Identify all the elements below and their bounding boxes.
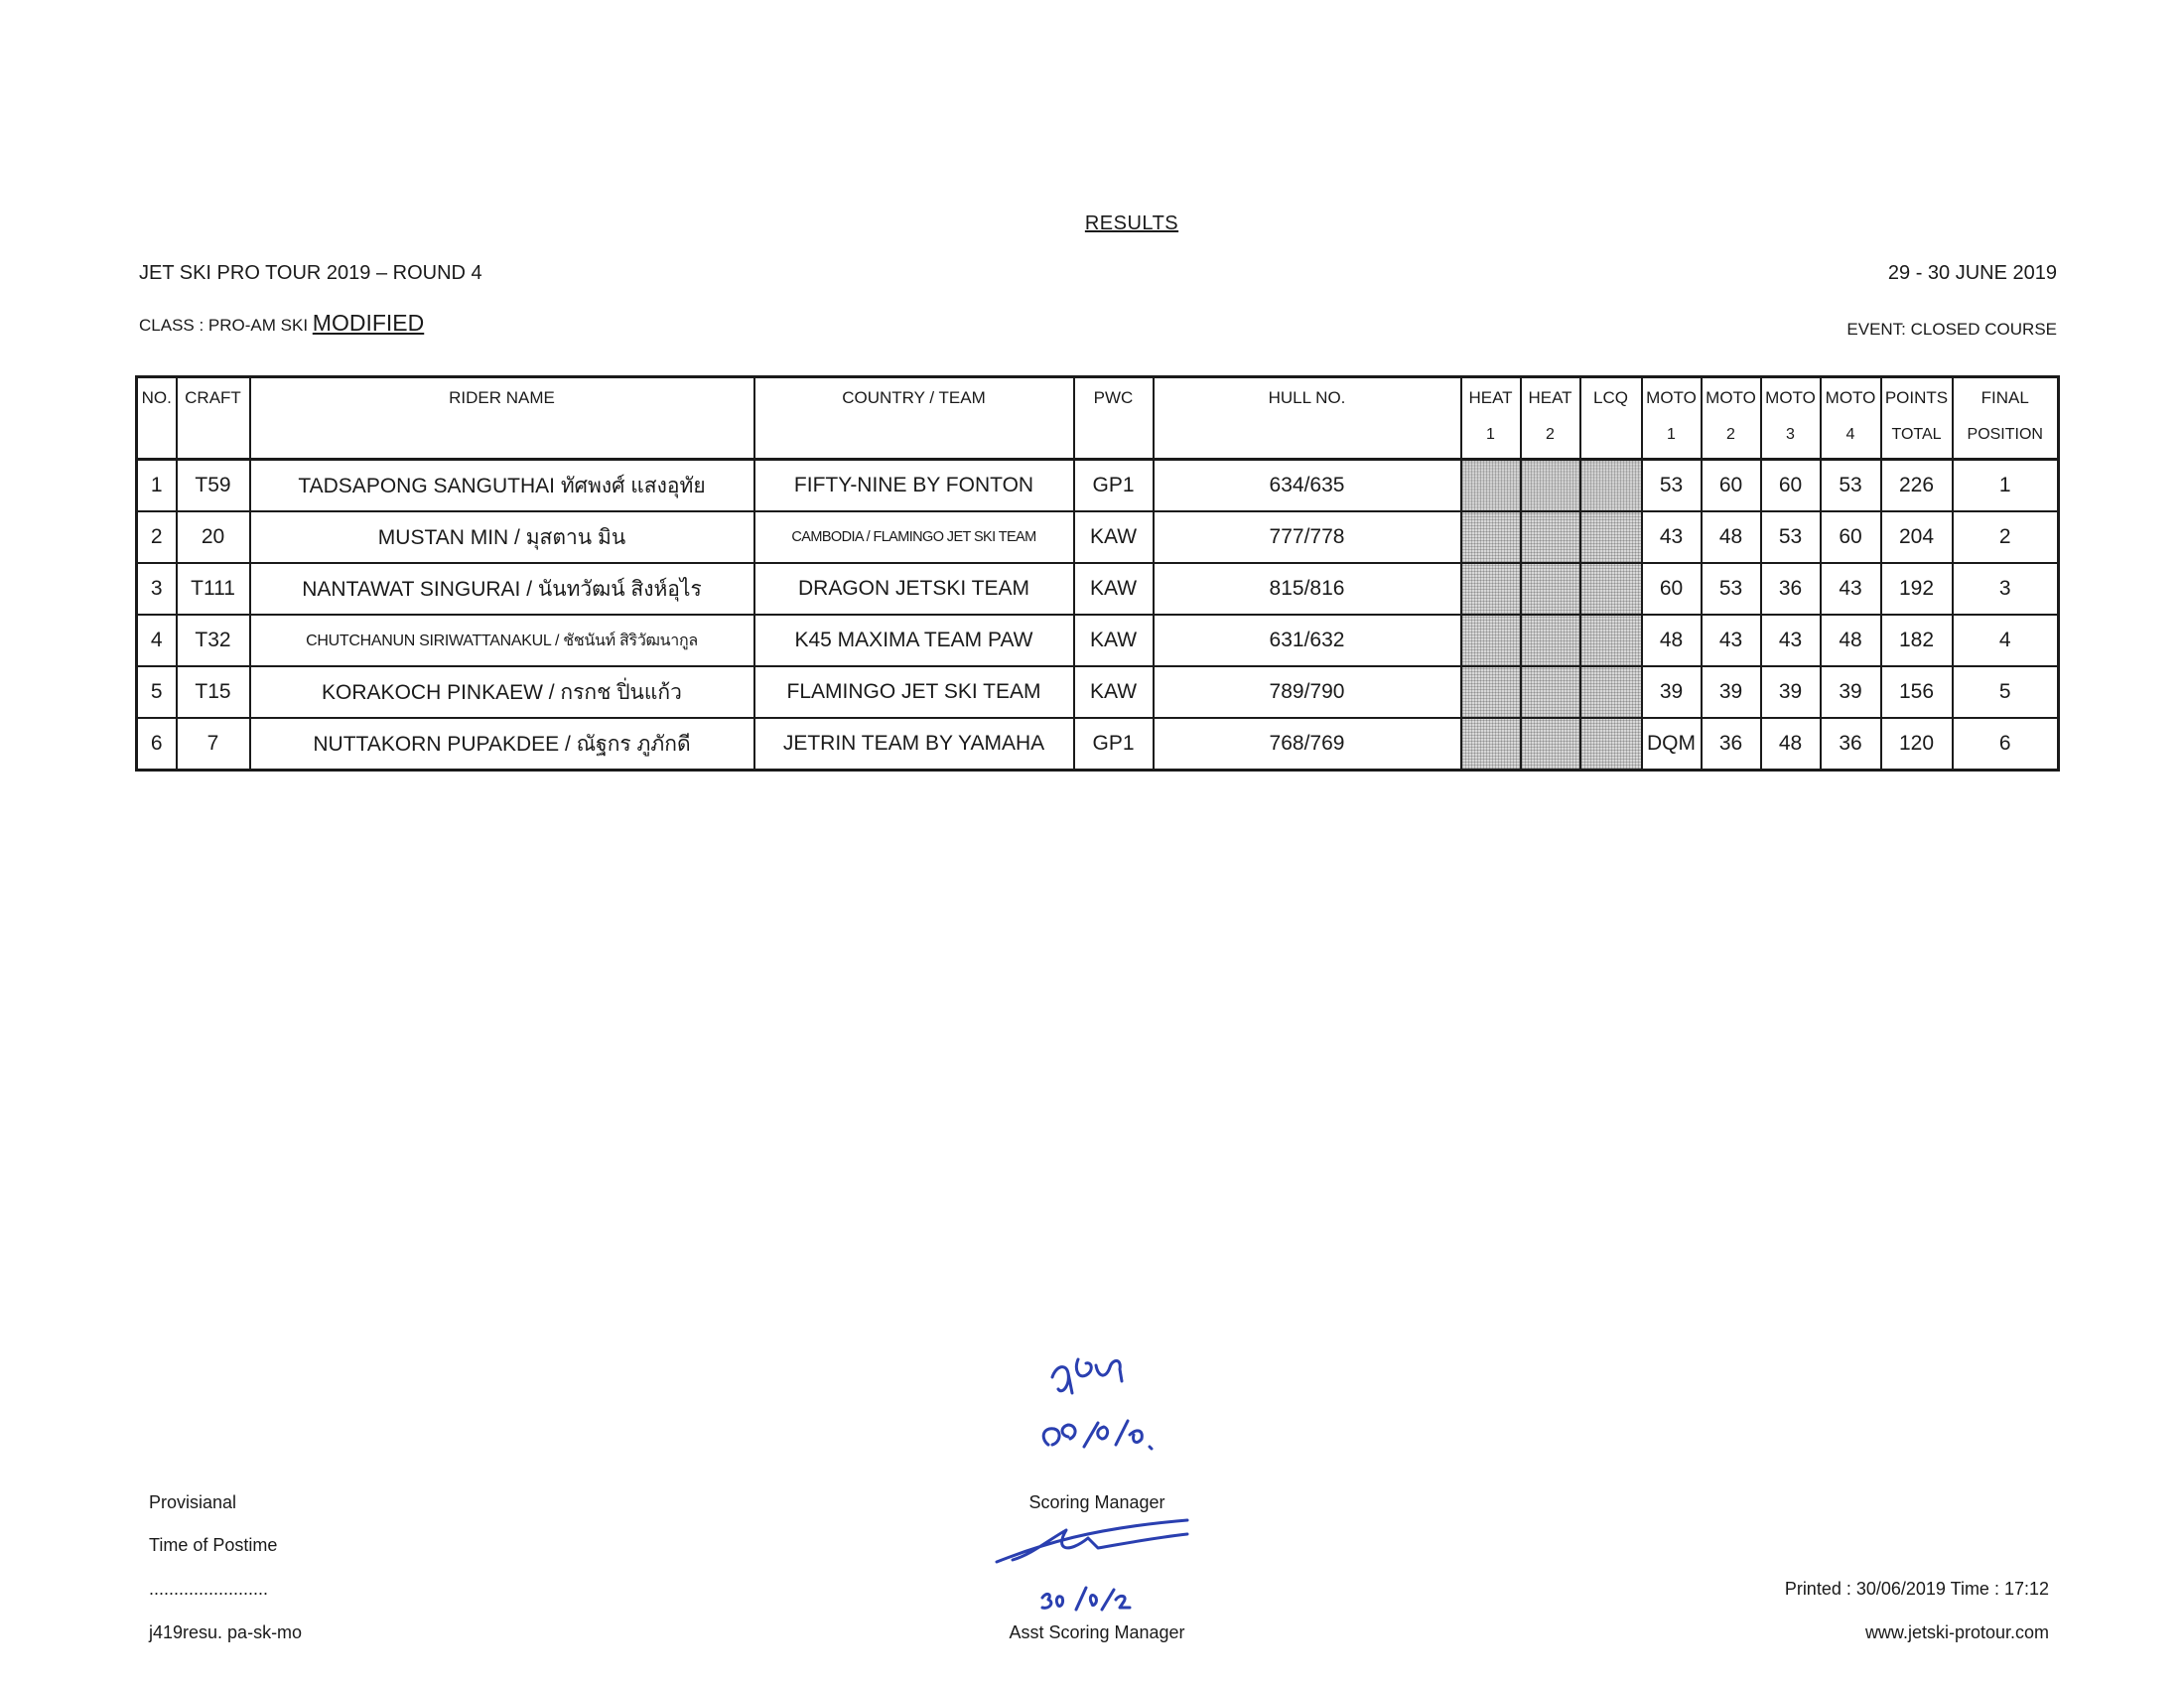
cell-team: CAMBODIA / FLAMINGO JET SKI TEAM: [754, 511, 1074, 563]
cell-final: 4: [1953, 615, 2059, 666]
cell-rider: KORAKOCH PINKAEW / กรกช ปิ่นแก้ว: [250, 666, 754, 718]
cell-hull: 777/778: [1154, 511, 1461, 563]
scoring-manager-label: Scoring Manager: [1028, 1492, 1165, 1512]
cell-heat1: [1461, 511, 1521, 563]
printed-timestamp: Printed : 30/06/2019 Time : 17:12: [1784, 1579, 2049, 1599]
cell-no: 2: [137, 511, 177, 563]
cell-final: 5: [1953, 666, 2059, 718]
cell-moto3: 48: [1761, 718, 1821, 771]
postime-blank: ........................: [149, 1579, 269, 1599]
cell-pwc: KAW: [1074, 615, 1154, 666]
cell-heat1: [1461, 460, 1521, 512]
cell-heat1: [1461, 718, 1521, 771]
time-of-postime-label: Time of Postime: [149, 1535, 278, 1555]
results-table: [135, 375, 2060, 772]
cell-moto4: 39: [1821, 666, 1881, 718]
cell-rider: MUSTAN MIN / มุสตาน มิน: [250, 511, 754, 563]
cell-heat2: [1521, 615, 1580, 666]
results-header: [137, 377, 2059, 460]
cell-moto2: 36: [1702, 718, 1761, 771]
cell-team: K45 MAXIMA TEAM PAW: [754, 615, 1074, 666]
cell-rider: TADSAPONG SANGUTHAI ทัศพงศ์ แสงอุทัย: [250, 460, 754, 512]
cell-moto4: 36: [1821, 718, 1881, 771]
cell-pwc: KAW: [1074, 666, 1154, 718]
provisional-label: Provisianal: [149, 1492, 237, 1512]
table-row: [137, 615, 2059, 666]
table-row: [137, 460, 2059, 512]
cell-total: 192: [1881, 563, 1953, 615]
cell-heat1: [1461, 615, 1521, 666]
signature-scoring-manager: [1013, 1336, 1211, 1484]
cell-moto3: 36: [1761, 563, 1821, 615]
cell-moto1: DQM: [1642, 718, 1702, 771]
cell-moto1: 53: [1642, 460, 1702, 512]
event-name: JET SKI PRO TOUR 2019 – ROUND 4: [139, 262, 482, 284]
cell-moto1: 60: [1642, 563, 1702, 615]
col-moto4: MOTO 4: [1821, 377, 1881, 460]
cell-moto2: 53: [1702, 563, 1761, 615]
class-prefix: CLASS : PRO-AM SKI: [139, 316, 309, 335]
cell-heat2: [1521, 511, 1580, 563]
cell-moto2: 48: [1702, 511, 1761, 563]
cell-total: 156: [1881, 666, 1953, 718]
col-hull: HULL NO.: [1154, 377, 1461, 460]
cell-moto4: 48: [1821, 615, 1881, 666]
col-moto3: MOTO 3: [1761, 377, 1821, 460]
cell-team: FIFTY-NINE BY FONTON: [754, 460, 1074, 512]
cell-moto4: 60: [1821, 511, 1881, 563]
col-no: NO.: [137, 377, 177, 460]
cell-heat1: [1461, 666, 1521, 718]
file-reference: j419resu. pa-sk-mo: [149, 1622, 303, 1642]
cell-moto1: 43: [1642, 511, 1702, 563]
cell-hull: 634/635: [1154, 460, 1461, 512]
cell-final: 2: [1953, 511, 2059, 563]
col-rider: RIDER NAME: [250, 377, 754, 460]
cell-craft: T111: [177, 563, 250, 615]
cell-hull: 815/816: [1154, 563, 1461, 615]
cell-moto1: 48: [1642, 615, 1702, 666]
cell-lcq: [1580, 666, 1642, 718]
cell-final: 1: [1953, 460, 2059, 512]
col-lcq: LCQ: [1580, 377, 1642, 460]
signature-asst-scoring-manager: [993, 1514, 1211, 1618]
cell-heat1: [1461, 563, 1521, 615]
cell-lcq: [1580, 563, 1642, 615]
col-moto1: MOTO 1: [1642, 377, 1702, 460]
cell-craft: 20: [177, 511, 250, 563]
cell-moto2: 43: [1702, 615, 1761, 666]
cell-hull: 631/632: [1154, 615, 1461, 666]
cell-total: 120: [1881, 718, 1953, 771]
asst-scoring-manager-label: Asst Scoring Manager: [1009, 1622, 1185, 1642]
col-moto2: MOTO 2: [1702, 377, 1761, 460]
cell-hull: 789/790: [1154, 666, 1461, 718]
cell-rider: NANTAWAT SINGURAI / นันทวัฒน์ สิงห์อุไร: [250, 563, 754, 615]
cell-craft: 7: [177, 718, 250, 771]
cell-moto2: 39: [1702, 666, 1761, 718]
results-body: [137, 460, 2059, 771]
page-title: RESULTS: [1084, 212, 1179, 234]
cell-moto4: 43: [1821, 563, 1881, 615]
table-row: [137, 718, 2059, 771]
table-row: [137, 511, 2059, 563]
cell-heat2: [1521, 460, 1580, 512]
cell-team: DRAGON JETSKI TEAM: [754, 563, 1074, 615]
cell-moto3: 39: [1761, 666, 1821, 718]
cell-total: 226: [1881, 460, 1953, 512]
cell-no: 4: [137, 615, 177, 666]
cell-pwc: GP1: [1074, 460, 1154, 512]
table-row: [137, 563, 2059, 615]
cell-hull: 768/769: [1154, 718, 1461, 771]
col-heat1: HEAT 1: [1461, 377, 1521, 460]
col-craft: CRAFT: [177, 377, 250, 460]
cell-moto1: 39: [1642, 666, 1702, 718]
cell-total: 204: [1881, 511, 1953, 563]
cell-total: 182: [1881, 615, 1953, 666]
col-heat2: HEAT 2: [1521, 377, 1580, 460]
col-final: FINAL POSITION: [1953, 377, 2059, 460]
event-type: EVENT: CLOSED COURSE: [1846, 320, 2057, 339]
col-pwc: PWC: [1074, 377, 1154, 460]
cell-rider: NUTTAKORN PUPAKDEE / ณัฐกร ภูภักดี: [250, 718, 754, 771]
cell-team: JETRIN TEAM BY YAMAHA: [754, 718, 1074, 771]
cell-rider: CHUTCHANUN SIRIWATTANAKUL / ชัชนันท์ สิริวัฒนากูล: [250, 615, 754, 666]
cell-pwc: GP1: [1074, 718, 1154, 771]
cell-team: FLAMINGO JET SKI TEAM: [754, 666, 1074, 718]
class-name: MODIFIED: [312, 310, 425, 336]
cell-lcq: [1580, 460, 1642, 512]
cell-moto3: 60: [1761, 460, 1821, 512]
cell-craft: T32: [177, 615, 250, 666]
cell-moto4: 53: [1821, 460, 1881, 512]
col-country: COUNTRY / TEAM: [754, 377, 1074, 460]
cell-moto3: 53: [1761, 511, 1821, 563]
website: www.jetski-protour.com: [1864, 1622, 2049, 1642]
cell-no: 5: [137, 666, 177, 718]
cell-lcq: [1580, 511, 1642, 563]
cell-heat2: [1521, 563, 1580, 615]
col-points: POINTS TOTAL: [1881, 377, 1953, 460]
cell-lcq: [1580, 718, 1642, 771]
cell-heat2: [1521, 718, 1580, 771]
cell-no: 6: [137, 718, 177, 771]
event-dates: 29 - 30 JUNE 2019: [1887, 262, 2057, 284]
cell-pwc: KAW: [1074, 511, 1154, 563]
cell-final: 3: [1953, 563, 2059, 615]
cell-craft: T15: [177, 666, 250, 718]
cell-lcq: [1580, 615, 1642, 666]
cell-craft: T59: [177, 460, 250, 512]
cell-heat2: [1521, 666, 1580, 718]
table-row: [137, 666, 2059, 718]
cell-no: 1: [137, 460, 177, 512]
cell-final: 6: [1953, 718, 2059, 771]
cell-no: 3: [137, 563, 177, 615]
cell-moto3: 43: [1761, 615, 1821, 666]
cell-moto2: 60: [1702, 460, 1761, 512]
cell-pwc: KAW: [1074, 563, 1154, 615]
class-line: [139, 310, 424, 337]
